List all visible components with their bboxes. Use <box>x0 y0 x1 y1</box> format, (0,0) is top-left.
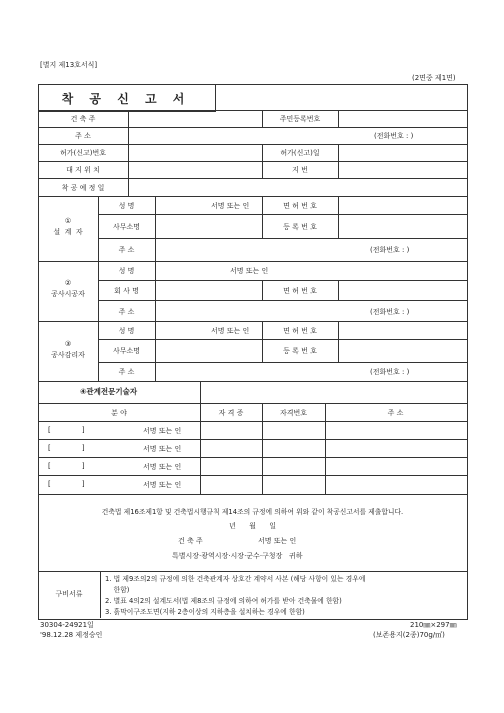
designer-addr-label: 주 소 <box>118 246 135 254</box>
declaration-date: 년 월 일 <box>229 522 276 530</box>
supervisor-office-label: 사무소명 <box>112 347 141 355</box>
engineer-field-bracket: [ ] <box>48 480 85 488</box>
docs-label: 구비서류 <box>55 590 83 598</box>
owner-label: 건 축 주 <box>70 115 96 123</box>
form-label: [별지 제13호서식] <box>40 61 98 69</box>
supervisor-addr-label: 주 소 <box>118 368 135 376</box>
designer-office-label: 사무소명 <box>112 223 141 231</box>
designer-sign-label: 서명 또는 인 <box>211 202 250 210</box>
engineer-sign-label: 서명 또는 인 <box>143 481 182 489</box>
approval-date: '98.12.28 제정승인 <box>40 631 103 639</box>
engineers-col-field: 분 야 <box>111 409 127 417</box>
supervisor-phone-label: (전화번호 : ) <box>370 368 410 376</box>
start-date-label: 착 공 예 정 일 <box>61 184 105 192</box>
docs-item: 2. 별표 4의2의 설계도서(법 제8조의 규정에 의하여 허가를 받아 건축물에 한함) <box>105 597 342 605</box>
resident-no-label: 주민등록번호 <box>279 115 321 123</box>
engineers-col-qual: 자 격 증 <box>218 409 244 417</box>
contractor-sign-label: 서명 또는 인 <box>230 267 269 275</box>
paper-type: (보존용지(2종)70g/㎡) <box>373 631 445 639</box>
declaration-statement: 건축법 제16조제1항 및 건축법시행규칙 제14조의 규정에 의하여 위와 같이 착공신고서를 제출합니다. <box>101 508 404 516</box>
contractor-section-label: ② 공사시공자 <box>51 279 85 298</box>
supervisor-section-label: ③ 공사감리자 <box>51 340 85 359</box>
designer-reg-label: 등 록 번 호 <box>283 223 317 231</box>
lot-label: 지 번 <box>292 166 308 174</box>
engineer-sign-label: 서명 또는 인 <box>143 463 182 471</box>
engineers-col-addr: 주 소 <box>387 409 404 417</box>
form-code: 30304-24921일 <box>40 621 94 629</box>
engineers-title: ④관계전문기술자 <box>80 387 138 396</box>
engineer-field-bracket: [ ] <box>48 462 85 470</box>
docs-item: 3. 흙막이구조도면(지하 2층이상의 지하층을 설치하는 경우에 한함) <box>105 608 305 616</box>
page-title: 착 공 신 고 서 <box>61 92 191 106</box>
designer-name-label: 성 명 <box>118 202 135 210</box>
permit-no-label: 허가(신고)번호 <box>59 149 107 157</box>
designer-phone-label: (전화번호 : ) <box>370 246 410 254</box>
phone-label: (전화번호 : ) <box>374 132 414 140</box>
docs-list <box>105 574 365 618</box>
supervisor-sign-label: 서명 또는 인 <box>211 327 250 335</box>
engineer-sign-label: 서명 또는 인 <box>143 445 182 453</box>
declaration-owner-label: 건 축 주 <box>178 537 203 545</box>
site-label: 대 지 위 치 <box>66 166 100 174</box>
designer-section-label: ① 설 계 자 <box>53 217 83 236</box>
contractor-addr-label: 주 소 <box>118 308 135 316</box>
contractor-phone-label: (전화번호 : ) <box>370 308 410 316</box>
paper-size: 210㎜×297㎜ <box>410 621 457 629</box>
docs-item: 한함) <box>105 586 130 594</box>
supervisor-reg-label: 등 록 번 호 <box>283 347 317 355</box>
engineer-sign-label: 서명 또는 인 <box>143 427 182 435</box>
recipient: 특별시장·광역시장·시장·군수·구청장 귀하 <box>172 552 303 560</box>
address-label: 주 소 <box>75 132 91 140</box>
engineers-col-qual-no: 자격번호 <box>279 409 308 417</box>
page-info: (2면중 제1면) <box>412 74 456 82</box>
contractor-company-label: 회 사 명 <box>114 287 139 295</box>
docs-item: 1. 법 제9조의2의 규정에 의한 건축관계자 상호간 계약서 사본 (해당 사항이 있는 경우에 <box>105 575 366 583</box>
supervisor-license-label: 면 허 번 호 <box>283 327 317 335</box>
supervisor-name-label: 성 명 <box>118 327 135 335</box>
designer-license-label: 면 허 번 호 <box>283 202 317 210</box>
engineer-field-bracket: [ ] <box>48 444 85 452</box>
contractor-license-label: 면 허 번 호 <box>283 287 317 295</box>
engineer-field-bracket: [ ] <box>48 426 85 434</box>
contractor-name-label: 성 명 <box>118 267 135 275</box>
declaration-owner-sign: 서명 또는 인 <box>258 537 297 545</box>
permit-date-label: 허가(신고)일 <box>280 149 320 157</box>
